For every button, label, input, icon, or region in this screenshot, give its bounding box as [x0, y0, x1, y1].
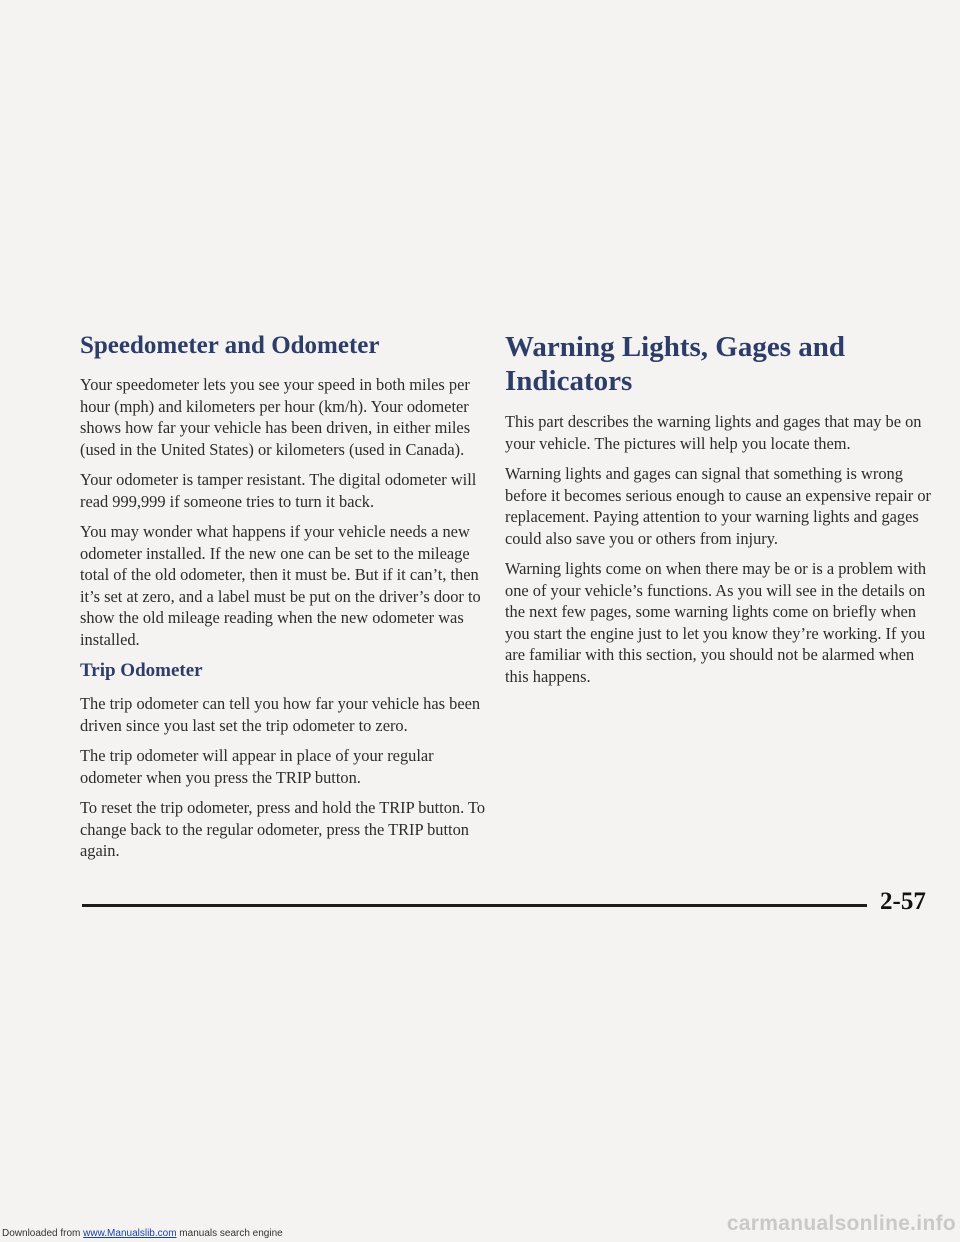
paragraph: Warning lights come on when there may be or is a problem with one of your vehicle’s functions. As you will see in the details on the next few pages, some warning lights come on briefly when you start the engine just to let you know they’re working. If you are familiar with this section, you should not be alarmed when this happens.	[505, 559, 927, 686]
paragraph: The trip odometer will appear in place of your regular odometer when you press the TRIP button.	[80, 746, 434, 787]
watermark: carmanualsonline.info	[726, 1212, 956, 1235]
section-heading-speedometer: Speedometer and Odometer	[80, 332, 380, 359]
section-heading-warning-lights: Warning Lights, Gages and Indicators	[505, 331, 846, 397]
left-column	[80, 330, 490, 871]
paragraph: The trip odometer can tell you how far your vehicle has been driven since you last set the trip odometer to zero.	[80, 694, 481, 735]
page-number: 2-57	[880, 888, 926, 915]
paragraph: This part describes the warning lights and gages that may be on your vehicle. The pictures will help you locate them.	[505, 412, 922, 453]
paragraph: Warning lights and gages can signal that something is wrong before it becomes serious enough to cause an expensive repair or replacement. Paying attention to your warning lights and gages could also save you or others from injury.	[505, 464, 931, 548]
footer-prefix: Downloaded from	[2, 1228, 84, 1239]
footer-suffix: manuals search engine	[176, 1228, 283, 1239]
footer-rule	[82, 904, 867, 907]
paragraph: Your odometer is tamper resistant. The digital odometer will read 999,999 if someone tries to turn it back.	[80, 470, 477, 511]
paragraph: To reset the trip odometer, press and hold the TRIP button. To change back to the regular odometer, press the TRIP button again.	[80, 798, 486, 860]
paragraph: You may wonder what happens if your vehicle needs a new odometer installed. If the new one can be set to the mileage total of the old odometer, then it must be. But if it can’t, then it’s set at zero, and a label must be put on the driver’s door to show the old mileage reading when the new odometer was installed.	[80, 522, 481, 649]
manualslib-link[interactable]: www.Manualslib.com	[83, 1228, 177, 1239]
right-column	[505, 330, 935, 696]
subheading-trip-odometer: Trip Odometer	[80, 660, 203, 681]
download-footer	[2, 1228, 283, 1239]
paragraph: Your speedometer lets you see your speed in both miles per hour (mph) and kilometers per hour (km/h). Your odometer shows how far your vehicle has been driven, in either miles (used in the United States) or kilometers (used in Canada).	[80, 375, 471, 459]
